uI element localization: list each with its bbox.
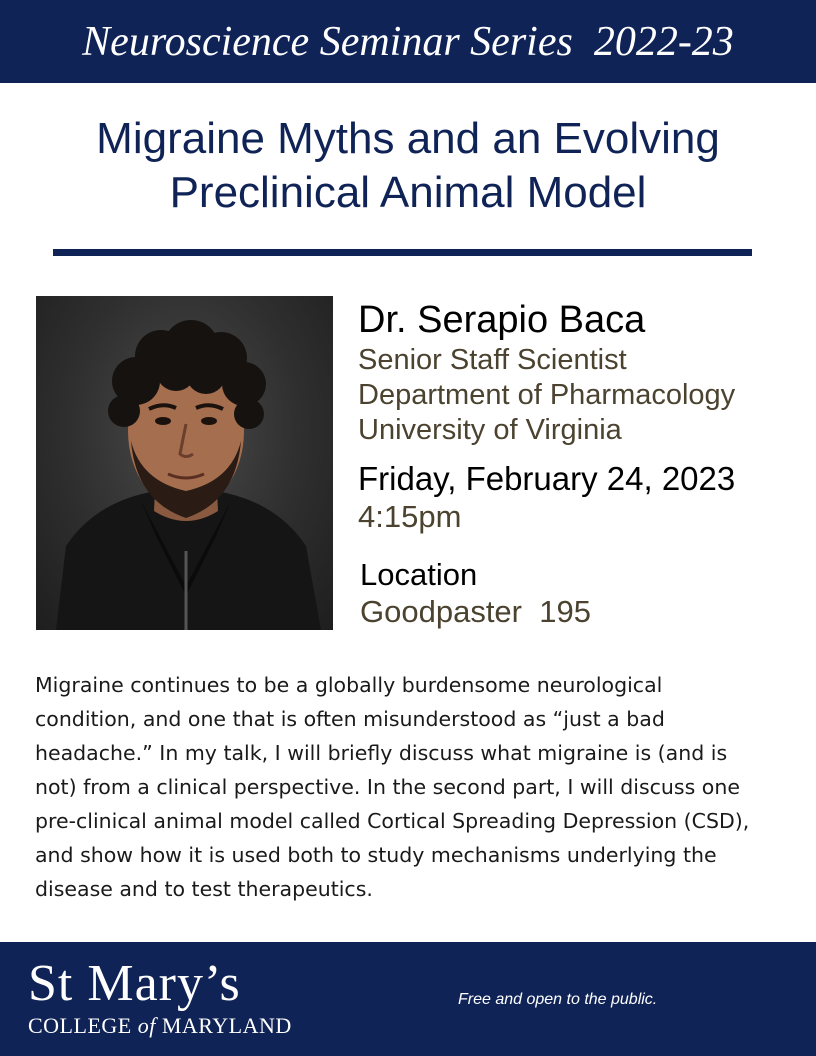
admission-note: Free and open to the public. [458, 991, 658, 1008]
abstract-line: disease and to test therapeutics. [35, 877, 373, 901]
abstract-line: headache.” In my talk, I will briefly discuss what migraine is (and is [35, 741, 728, 765]
abstract-line: not) from a clinical perspective. In the second part, I will discuss one [35, 775, 740, 799]
speaker-department: Department of Pharmacology [358, 379, 736, 411]
abstract-line: Migraine continues to be a globally burdensome neurological [35, 673, 663, 697]
logo-maryland: MARYLAND [161, 1013, 292, 1038]
event-time: 4:15pm [358, 499, 462, 534]
event-date: Friday, February 24, 2023 [358, 460, 736, 497]
speaker-photo [36, 296, 333, 630]
talk-title-line-1: Migraine Myths and an Evolving [96, 114, 720, 163]
speaker-name: Dr. Serapio Baca [358, 299, 646, 341]
talk-title [20, 112, 796, 220]
college-logo [28, 955, 292, 1039]
location-label: Location [360, 557, 478, 592]
location-value: Goodpaster 195 [360, 594, 591, 629]
speaker-position: Senior Staff Scientist [358, 344, 627, 376]
abstract-line: pre-clinical animal model called Cortical Spreading Depression (CSD), [35, 809, 750, 833]
title-divider [53, 249, 752, 256]
logo-of: of [137, 1013, 156, 1038]
logo-subline [28, 1013, 292, 1039]
series-title: Neuroscience Seminar Series 2022-23 [82, 19, 734, 65]
logo-college: COLLEGE [28, 1013, 132, 1038]
speaker-institution: University of Virginia [358, 414, 622, 446]
abstract-line: condition, and one that is often misunderstood as “just a bad [35, 707, 665, 731]
speaker-portrait-icon [36, 296, 333, 630]
abstract-line: and show how it is used both to study mechanisms underlying the [35, 843, 717, 867]
talk-title-line-2: Preclinical Animal Model [169, 168, 647, 217]
talk-abstract [35, 668, 795, 906]
speaker-affiliation [358, 343, 735, 448]
logo-wordmark: St Mary’s [28, 955, 241, 1012]
